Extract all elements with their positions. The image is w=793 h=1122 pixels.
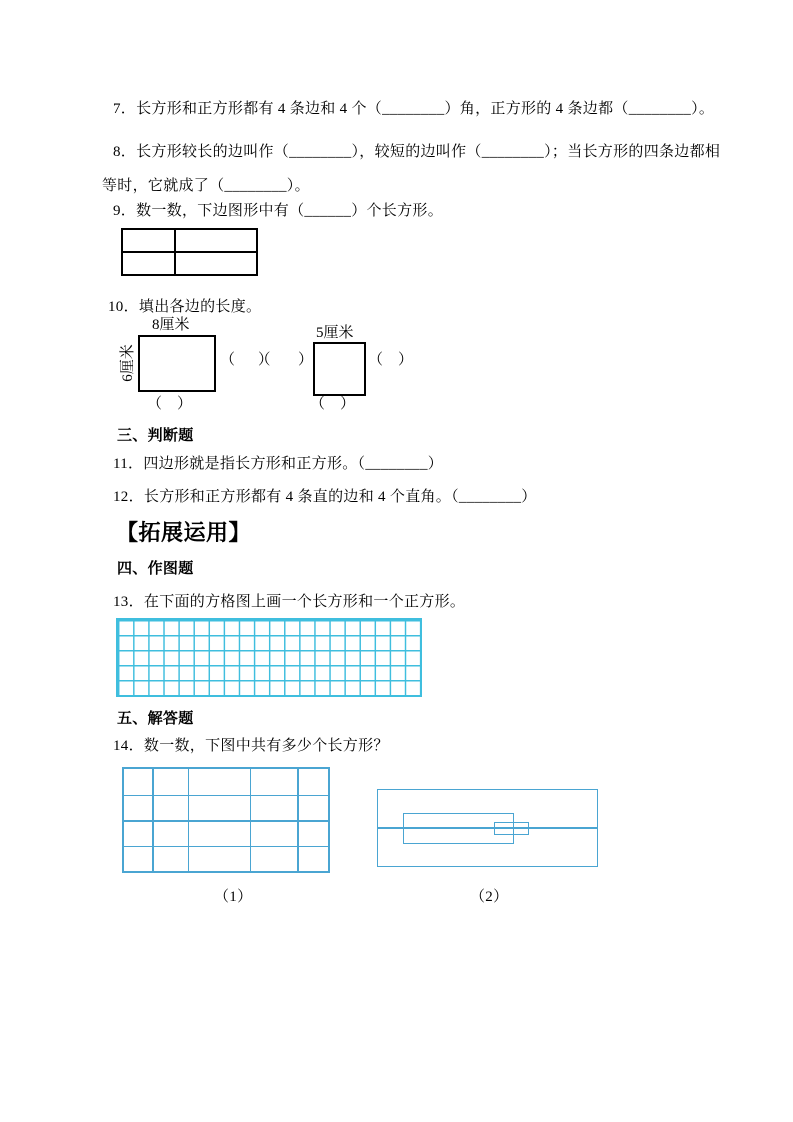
fig2-small-rectangle	[494, 822, 530, 835]
question-7: 7．长方形和正方形都有 4 条边和 4 个（________）角，正方形的 4 条边都（________）。	[113, 101, 715, 117]
question-12: 12．长方形和正方形都有 4 条直的边和 4 个直角。（________）	[113, 489, 537, 505]
figure-label-2: （2）	[470, 889, 509, 905]
question9-figure-horizontal-divider	[123, 251, 256, 253]
question10-rectangle-2	[313, 342, 366, 396]
rect2-bottom-answer-blank: （ ）	[310, 396, 356, 412]
rect1-right-blank-open-paren: （	[220, 352, 236, 368]
question-10: 10．填出各边的长度。	[108, 299, 262, 315]
question-13: 13．在下面的方格图上画一个长方形和一个正方形。	[113, 594, 466, 610]
question14-figure-1	[122, 767, 330, 873]
rect1-left-length-label: 6厘米	[120, 344, 136, 382]
rect2-left-blank-close-paren: ）	[298, 352, 314, 368]
rect2-top-length-label: 5厘米	[316, 325, 354, 341]
section-heading-judge: 三、判断题	[117, 427, 194, 444]
overlapping-parens: ）（	[258, 352, 261, 368]
question-8-line2: 等时，它就成了（________）。	[102, 178, 310, 194]
question-8-line1: 8．长方形较长的边叫作（________），较短的边叫作（________）；当长方形的四条边都相	[113, 144, 721, 160]
figure-label-1: （1）	[214, 889, 253, 905]
fig1-horizontal-line-1	[124, 795, 328, 797]
fig1-horizontal-line-3	[124, 846, 328, 848]
fig1-horizontal-line-2	[124, 820, 328, 822]
question-14: 14．数一数，下图中共有多少个长方形？	[113, 738, 389, 754]
section-banner-expand-apply: 【拓展运用】	[116, 520, 252, 545]
rect2-right-answer-blank: （ ）	[368, 352, 414, 368]
question-11: 11．四边形就是指长方形和正方形。（________）	[113, 456, 444, 472]
rect1-top-length-label: 8厘米	[152, 317, 190, 333]
rect1-bottom-answer-blank: （ ）	[147, 396, 193, 412]
question10-rectangle-1	[138, 335, 216, 392]
section-heading-drawing: 四、作图题	[117, 560, 194, 577]
question14-figure-2	[377, 789, 598, 867]
question9-rectangle-figure	[121, 228, 258, 276]
question-9: 9．数一数，下边图形中有（______）个长方形。	[113, 203, 444, 219]
section-heading-solve: 五、解答题	[117, 710, 194, 727]
question13-drawing-grid	[116, 618, 422, 697]
